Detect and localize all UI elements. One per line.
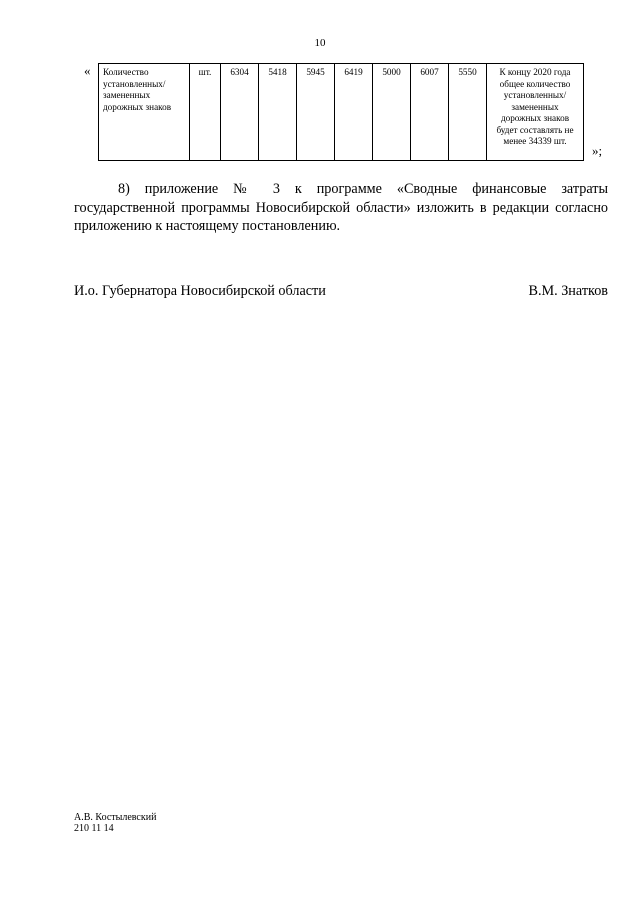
closing-quote: »; (592, 143, 603, 158)
value-cell-2015: 5418 (259, 64, 297, 161)
value-cell-2017: 6419 (335, 64, 373, 161)
opening-quote: « (84, 63, 91, 78)
value-cell-2020: 5550 (449, 64, 487, 161)
value-cell-2018: 5000 (373, 64, 411, 161)
value-cell-2014: 6304 (221, 64, 259, 161)
value-cell-2019: 6007 (411, 64, 449, 161)
footer-phone: 210 11 14 (74, 823, 114, 834)
indicator-name-cell: Количество установленных/ замененных дорожных знаков (99, 64, 190, 161)
value-cell-2016: 5945 (297, 64, 335, 161)
indicator-table (98, 63, 584, 161)
signatory-title: И.о. Губернатора Новосибирской области (74, 283, 326, 299)
unit-cell: шт. (190, 64, 221, 161)
page-number: 10 (314, 37, 326, 49)
expected-result-cell: К концу 2020 года общее количество установленных/ замененных дорожных знаков будет составлять не менее 34339 шт. (487, 64, 584, 161)
table-row (99, 64, 584, 161)
footer-contact (74, 812, 156, 834)
amendment-paragraph: 8) приложение № 3 к программе «Сводные финансовые затраты государственной программы Новосибирской области» изложить в редакции согласно приложению к настоящему постановлению. (74, 181, 608, 234)
footer-author: А.В. Костылевский (74, 812, 157, 823)
signatory-name: В.М. Знатков (528, 283, 608, 299)
